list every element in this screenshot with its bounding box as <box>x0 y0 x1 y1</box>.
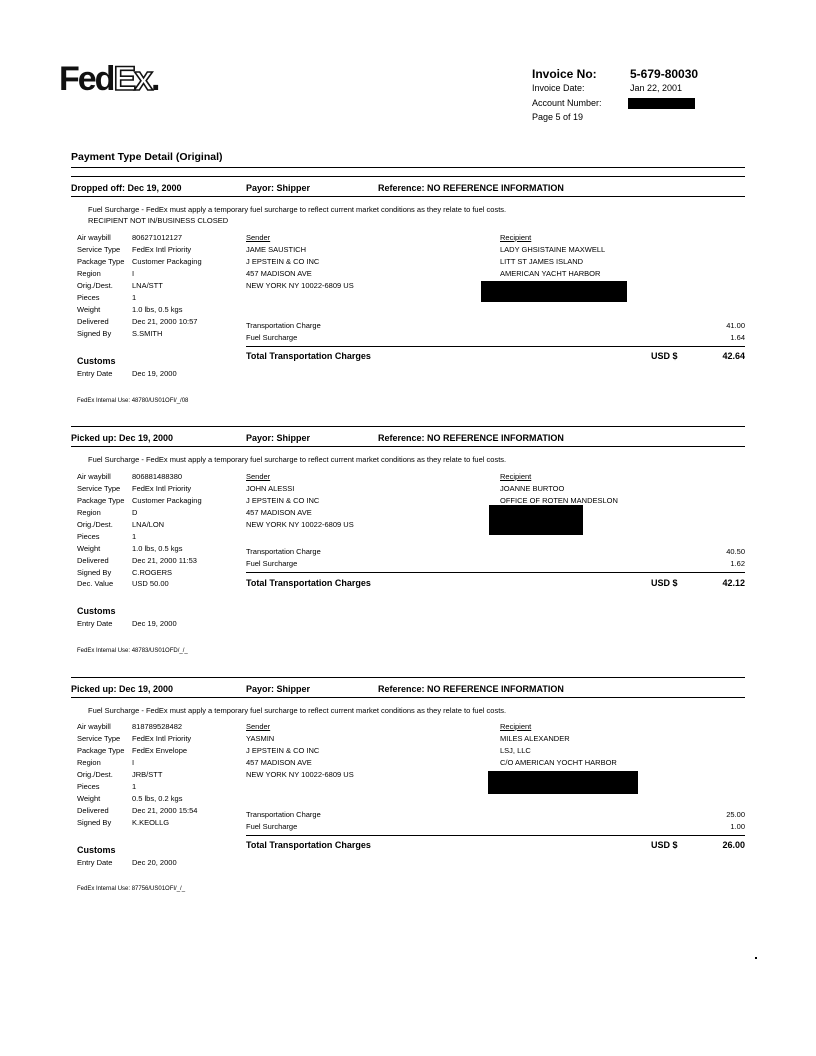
shipment-3-pieces: 1 <box>132 782 137 791</box>
shipment-1-region-label: Region <box>77 269 101 278</box>
shipment-3-package-type-label: Package Type <box>77 746 125 755</box>
shipment-3-recipient-label: Recipient <box>500 722 532 731</box>
redaction-recipient-address <box>488 771 638 794</box>
shipment-3-top-rule <box>71 677 745 678</box>
shipment-3-orig-dest: JRB/STT <box>132 770 163 779</box>
shipment-1-recipient-line: LADY GHSISTAINE MAXWELL <box>500 245 606 254</box>
shipment-3-recipient-line: MILES ALEXANDER <box>500 734 570 743</box>
shipment-1-total-label: Total Transportation Charges <box>246 351 371 361</box>
shipment-3-orig-dest-label: Orig./Dest. <box>77 770 113 779</box>
shipment-2-header-rule <box>71 446 745 447</box>
shipment-3-entry-date-label: Entry Date <box>77 858 113 867</box>
shipment-3-event: Picked up: Dec 19, 2000 <box>71 684 174 694</box>
shipment-1-region: I <box>132 269 135 278</box>
shipment-3-sender-line: 457 MADISON AVE <box>246 758 312 767</box>
shipment-2-total-rule <box>246 572 745 573</box>
shipment-3-internal-use: FedEx Internal Use: 87756/US01OFI/_/_ <box>77 886 186 892</box>
shipment-3-region: I <box>132 758 135 767</box>
shipment-1-air-waybill: 806271012127 <box>132 233 183 242</box>
shipment-1-sender-line: NEW YORK NY 10022-6809 US <box>246 281 354 290</box>
shipment-2-dec-value-label: Dec. Value <box>77 579 114 588</box>
shipment-2-recipient-line: OFFICE OF ROTEN MANDESLON <box>500 496 618 505</box>
shipment-1-currency: USD $ <box>651 351 678 361</box>
shipment-2-payor: Payor: Shipper <box>246 433 311 443</box>
shipment-3-fuel-label: Fuel Surcharge <box>246 822 298 831</box>
shipment-1-total-rule <box>246 346 745 347</box>
shipment-1-sender-line: JAME SAUSTICH <box>246 245 307 254</box>
shipment-1-orig-dest: LNA/STT <box>132 281 163 290</box>
shipment-2-package-type-label: Package Type <box>77 496 125 505</box>
shipment-1-fuel-label: Fuel Surcharge <box>246 333 298 342</box>
shipment-1-sender-line: 457 MADISON AVE <box>246 269 312 278</box>
shipment-3-pieces-label: Pieces <box>77 782 100 791</box>
shipment-1-recipient-line: AMERICAN YACHT HARBOR <box>500 269 601 278</box>
shipment-2-delivered: Dec 21, 2000 11:53 <box>132 556 197 565</box>
shipment-3-sender-line: J EPSTEIN & CO INC <box>246 746 320 755</box>
shipment-3-delivered-label: Delivered <box>77 806 109 815</box>
shipment-3-service-type: FedEx Intl Priority <box>132 734 192 743</box>
shipment-2-package-type: Customer Packaging <box>132 496 202 505</box>
shipment-2-fuel-label: Fuel Surcharge <box>246 559 298 568</box>
invoice-date: Jan 22, 2001 <box>630 83 683 93</box>
shipment-3-region-label: Region <box>77 758 101 767</box>
redaction-account-number <box>628 98 695 109</box>
section-title: Payment Type Detail (Original) <box>71 151 223 163</box>
shipment-1-header-rule <box>71 196 745 197</box>
shipment-1-customs-label: Customs <box>77 356 116 366</box>
shipment-3-recipient-line: C/O AMERICAN YOCHT HARBOR <box>500 758 617 767</box>
shipment-2-sender-line: NEW YORK NY 10022-6809 US <box>246 520 354 529</box>
shipment-1-recipient-label: Recipient <box>500 233 532 242</box>
logo-ex: Ex <box>113 60 152 98</box>
shipment-1-pieces: 1 <box>132 293 137 302</box>
shipment-3-total-rule <box>246 835 745 836</box>
shipment-2-pieces-label: Pieces <box>77 532 100 541</box>
shipment-3-reference: Reference: NO REFERENCE INFORMATION <box>378 684 564 694</box>
shipment-1-weight-label: Weight <box>77 305 101 314</box>
shipment-2-entry-date-label: Entry Date <box>77 619 113 628</box>
shipment-1-weight: 1.0 lbs, 0.5 kgs <box>132 305 183 314</box>
shipment-2-internal-use: FedEx Internal Use: 48783/US01OFD/_/_ <box>77 648 188 654</box>
shipment-1-sender-label: Sender <box>246 233 271 242</box>
shipment-1-delivered-label: Delivered <box>77 317 109 326</box>
shipment-3-fuel-amount: 1.00 <box>730 822 745 831</box>
shipment-3-service-type-label: Service Type <box>77 734 121 743</box>
shipment-2-top-rule <box>71 426 745 427</box>
shipment-1-service-type-label: Service Type <box>77 245 121 254</box>
shipment-2-orig-dest: LNA/LON <box>132 520 165 529</box>
shipment-3-customs-label: Customs <box>77 845 116 855</box>
shipment-2-transport-amount: 40.50 <box>726 547 745 556</box>
shipment-2-recipient-label: Recipient <box>500 472 532 481</box>
shipment-2-transport-label: Transportation Charge <box>246 547 321 556</box>
shipment-1-event: Dropped off: Dec 19, 2000 <box>71 183 182 193</box>
shipment-1-fuel-amount: 1.64 <box>730 333 745 342</box>
shipment-2-entry-date: Dec 19, 2000 <box>132 619 177 628</box>
scan-speck <box>755 957 757 959</box>
logo-fed: Fed <box>59 60 114 98</box>
shipment-2-fuel-amount: 1.62 <box>730 559 745 568</box>
shipment-3-sender-label: Sender <box>246 722 271 731</box>
shipment-3-sender-line: YASMIN <box>246 734 275 743</box>
shipment-1-fuel-note: Fuel Surcharge - FedEx must apply a temporary fuel surcharge to reflect current market conditions as they relate to fuel costs. <box>88 205 507 214</box>
shipment-1-top-rule <box>71 176 745 177</box>
shipment-3-transport-label: Transportation Charge <box>246 810 321 819</box>
shipment-2-event: Picked up: Dec 19, 2000 <box>71 433 174 443</box>
shipment-1-entry-date-label: Entry Date <box>77 369 113 378</box>
shipment-1-pieces-label: Pieces <box>77 293 100 302</box>
shipment-3-delivered: Dec 21, 2000 15:54 <box>132 806 198 815</box>
shipment-1-signed-by-label: Signed By <box>77 329 112 338</box>
shipment-1-package-type: Customer Packaging <box>132 257 202 266</box>
shipment-2-customs-label: Customs <box>77 606 116 616</box>
shipment-2-sender-line: J EPSTEIN & CO INC <box>246 496 320 505</box>
shipment-1-payor: Payor: Shipper <box>246 183 311 193</box>
logo-dot: . <box>151 60 159 98</box>
shipment-3-total: 26.00 <box>722 840 745 850</box>
shipment-1-delivered: Dec 21, 2000 10:57 <box>132 317 198 326</box>
shipment-3-signed-by-label: Signed By <box>77 818 112 827</box>
shipment-2-signed-by-label: Signed By <box>77 568 112 577</box>
shipment-3-air-waybill-label: Air waybill <box>77 722 111 731</box>
shipment-3-total-label: Total Transportation Charges <box>246 840 371 850</box>
shipment-3-sender-line: NEW YORK NY 10022-6809 US <box>246 770 354 779</box>
shipment-3-transport-amount: 25.00 <box>726 810 745 819</box>
shipment-1-transport-label: Transportation Charge <box>246 321 321 330</box>
invoice-no: 5-679-80030 <box>630 67 699 81</box>
section-divider <box>71 167 745 168</box>
shipment-2-region-label: Region <box>77 508 101 517</box>
shipment-1-service-type: FedEx Intl Priority <box>132 245 192 254</box>
shipment-1-orig-dest-label: Orig./Dest. <box>77 281 113 290</box>
fedex-logo <box>59 60 159 99</box>
shipment-2-orig-dest-label: Orig./Dest. <box>77 520 113 529</box>
shipment-2-fuel-note: Fuel Surcharge - FedEx must apply a temporary fuel surcharge to reflect current market conditions as they relate to fuel costs. <box>88 455 507 464</box>
redaction-recipient-address <box>481 281 627 302</box>
shipment-1-air-waybill-label: Air waybill <box>77 233 111 242</box>
shipment-2-pieces: 1 <box>132 532 137 541</box>
shipment-2-reference: Reference: NO REFERENCE INFORMATION <box>378 433 564 443</box>
shipment-1-reference: Reference: NO REFERENCE INFORMATION <box>378 183 564 193</box>
invoice-date-label: Invoice Date: <box>532 83 585 93</box>
shipment-2-sender-line: JOHN ALESSI <box>246 484 295 493</box>
shipment-2-air-waybill: 806881488380 <box>132 472 183 481</box>
shipment-3-air-waybill: 818789528482 <box>132 722 183 731</box>
shipment-1-package-type-label: Package Type <box>77 257 125 266</box>
shipment-2-sender-label: Sender <box>246 472 271 481</box>
shipment-2-region: D <box>132 508 138 517</box>
shipment-3-header-rule <box>71 697 745 698</box>
shipment-2-dec-value: USD 50.00 <box>132 579 169 588</box>
shipment-1-entry-date: Dec 19, 2000 <box>132 369 177 378</box>
shipment-3-fuel-note: Fuel Surcharge - FedEx must apply a temporary fuel surcharge to reflect current market conditions as they relate to fuel costs. <box>88 706 507 715</box>
shipment-1-sender-line: J EPSTEIN & CO INC <box>246 257 320 266</box>
shipment-2-service-type-label: Service Type <box>77 484 121 493</box>
shipment-3-currency: USD $ <box>651 840 678 850</box>
shipment-2-sender-line: 457 MADISON AVE <box>246 508 312 517</box>
shipment-2-weight: 1.0 lbs, 0.5 kgs <box>132 544 183 553</box>
shipment-1-signed-by: S.SMITH <box>132 329 163 338</box>
shipment-2-signed-by: C.ROGERS <box>132 568 173 577</box>
shipment-1-extra-note: RECIPIENT NOT IN/BUSINESS CLOSED <box>88 216 229 225</box>
shipment-2-total: 42.12 <box>722 578 745 588</box>
shipment-2-currency: USD $ <box>651 578 678 588</box>
account-number-label: Account Number: <box>532 98 602 108</box>
shipment-3-package-type: FedEx Envelope <box>132 746 188 755</box>
invoice-no-label: Invoice No: <box>532 67 597 81</box>
shipment-3-signed-by: K.KEOLLG <box>132 818 170 827</box>
shipment-2-weight-label: Weight <box>77 544 101 553</box>
shipment-3-weight: 0.5 lbs, 0.2 kgs <box>132 794 183 803</box>
shipment-1-recipient-line: LITT ST JAMES ISLAND <box>500 257 584 266</box>
shipment-2-recipient-line: JOANNE BURTOO <box>500 484 565 493</box>
shipment-2-air-waybill-label: Air waybill <box>77 472 111 481</box>
shipment-2-total-label: Total Transportation Charges <box>246 578 371 588</box>
shipment-1-total: 42.64 <box>722 351 745 361</box>
shipment-2-delivered-label: Delivered <box>77 556 109 565</box>
shipment-3-payor: Payor: Shipper <box>246 684 311 694</box>
shipment-1-internal-use: FedEx Internal Use: 48780/US01OFI/_/08 <box>77 398 189 404</box>
redaction-recipient-address <box>489 505 583 535</box>
shipment-3-entry-date: Dec 20, 2000 <box>132 858 177 867</box>
shipment-2-service-type: FedEx Intl Priority <box>132 484 192 493</box>
page-indicator: Page 5 of 19 <box>532 112 584 122</box>
shipment-3-recipient-line: LSJ, LLC <box>500 746 531 755</box>
shipment-3-weight-label: Weight <box>77 794 101 803</box>
shipment-1-transport-amount: 41.00 <box>726 321 745 330</box>
